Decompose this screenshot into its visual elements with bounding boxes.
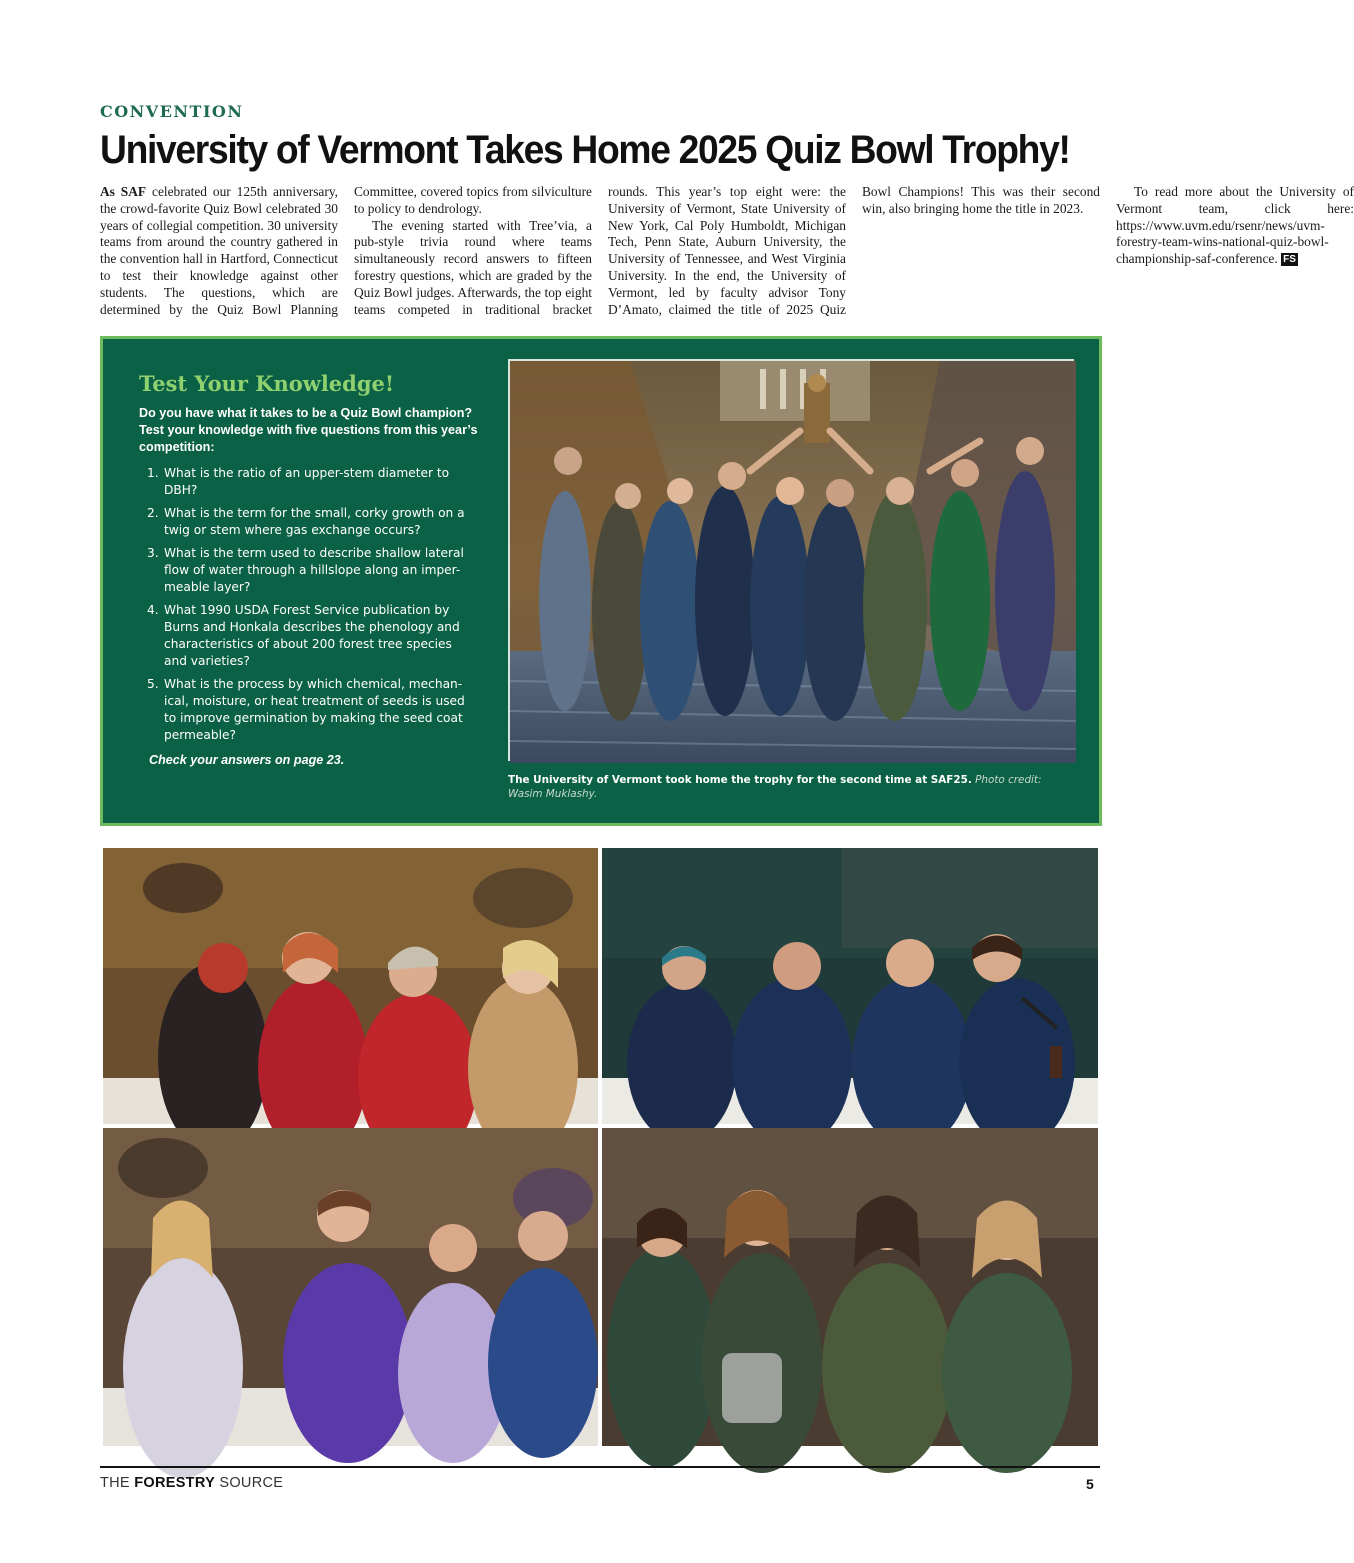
publication-name: THE FORESTRY SOURCE (100, 1475, 284, 1491)
competition-photo-bottom-right (602, 1128, 1098, 1446)
article-lead: As SAF (100, 184, 147, 199)
quiz-questions (147, 465, 467, 750)
section-label: CONVENTION (100, 102, 244, 121)
competition-photo-bottom-left (103, 1128, 598, 1446)
quiz-question: 5. What is the process by which chemical, mechan-ical, moisture, or heat treatment of seeds is used to improve germination by making the seed coat permeable? (147, 677, 465, 742)
quiz-sidebar (100, 336, 1102, 826)
quiz-title: Test Your Knowledge! (139, 371, 395, 396)
photo-credit: Photo credit: Wasim Muklashy. (508, 774, 1042, 800)
quiz-question: 2. What is the term for the small, corky growth on a twig or stem where gas exchange occurs? (147, 506, 465, 537)
footer-rule (100, 1466, 1100, 1468)
article-paragraph-3 (1116, 184, 1354, 268)
page-number: 5 (1086, 1476, 1094, 1492)
team-trophy-photo (508, 359, 1074, 761)
quiz-intro: Do you have what it takes to be a Quiz Bowl champion? Test your knowledge with five questions from this year’s competition: (139, 406, 478, 454)
article-paragraph-2: The evening started with Tree’via, a pub-style trivia round where teams simultaneously record answers to fifteen forestry questions, which are graded by the Quiz Bowl judges. Afterwards, the top eight teams competed in traditional bracket rounds. This year’s top eight were: the University of Vermont, State University of New York, Cal Poly Humboldt, Michigan Tech, Penn State, Auburn University, the University of Tennessee, and West Virginia University. In the end, the University of Vermont, led by faculty advisor Tony D’Amato, claimed the title of 2025 Quiz Bowl Champions! This was their second win, also bringing home the title in 2023. (354, 184, 1100, 317)
end-mark: FS (1283, 254, 1296, 266)
competition-photo-top-right (602, 848, 1098, 1124)
quiz-question: 1. What is the ratio of an upper-stem diameter to DBH? (147, 466, 450, 497)
article-paragraph-1: As SAF celebrated our 125th anniversary, the crowd-favorite Quiz Bowl celebrated 30 years of collegial competition. 30 university teams from around the country gathered in the convention hall in Hartford, Connecticut to test their knowledge against other students. The questions, which are determined by the Quiz Bowl Planning Committee, covered topics from silviculture to policy to dendrology. (100, 184, 592, 317)
headline: University of Vermont Takes Home 2025 Quiz Bowl Trophy! (100, 128, 1070, 172)
quiz-question: 3. What is the term used to describe shallow lateral flow of water through a hillslope along an imper-meable layer? (147, 546, 464, 594)
article-link[interactable]: To read more about the University of Vermont team, click here: https://www.uvm.edu/rsenr/news/uvm-forestry-team-wins-national-quiz-bowl-championship-saf-conference. (1116, 184, 1354, 267)
article-body (100, 184, 1354, 320)
quiz-check-answers: Check your answers on page 23. (149, 753, 345, 767)
quiz-question: 4. What 1990 USDA Forest Service publication by Burns and Honkala describes the phenology and characteristics of about 200 forest tree species and varieties? (147, 603, 460, 668)
photo-caption: The University of Vermont took home the trophy for the second time at SAF25. Photo credit: Wasim Muklashy. (508, 774, 1042, 800)
competition-photo-top-left (103, 848, 598, 1124)
